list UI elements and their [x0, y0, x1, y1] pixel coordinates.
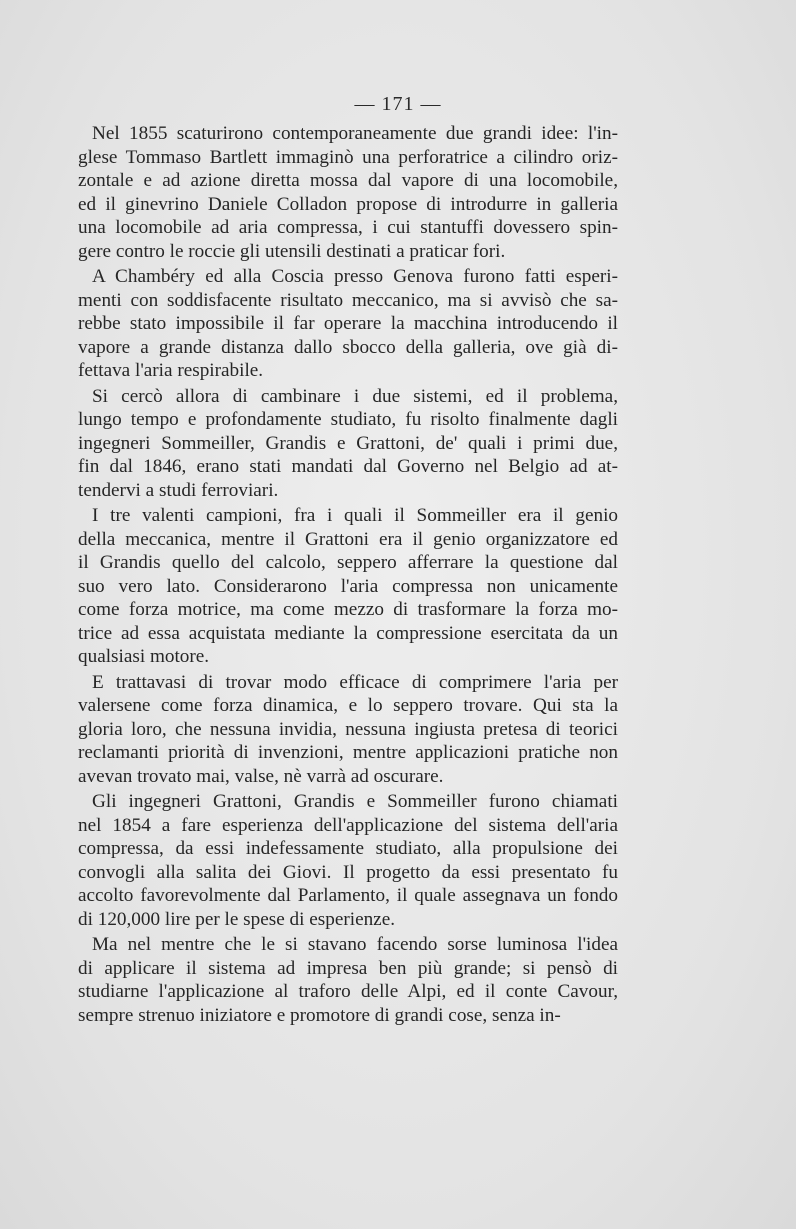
paragraph: [78, 265, 618, 383]
text-line: ed il ginevrino Daniele Colladon propose di introdurre in galleria: [78, 193, 618, 215]
paragraph: [78, 385, 618, 503]
body-text: [78, 122, 618, 1027]
text-line: studiarne l'applicazione al traforo delle Alpi, ed il conte Cavour,: [78, 981, 618, 1002]
text-line: accolto favorevolmente dal Parlamento, il quale assegnava un fondo: [78, 885, 618, 906]
text-line: A Chambéry ed alla Coscia presso Genova furono fatti esperi-: [92, 266, 618, 287]
text-line: come forza motrice, ma come mezzo di trasformare la forza mo-: [78, 599, 618, 620]
text-line: gloria loro, che nessuna invidia, nessuna ingiusta pretesa di teorici: [78, 718, 618, 740]
text-line: di 120,000 lire per le spese di esperienze.: [78, 908, 396, 930]
paragraph: [78, 504, 618, 669]
text-line: suo vero lato. Considerarono l'aria compressa non unicamente: [78, 575, 618, 597]
text-line: sempre strenuo iniziatore e promotore di grandi cose, senza in-: [78, 1004, 561, 1026]
paragraph: [78, 933, 618, 1027]
page-number: — 171 —: [354, 93, 442, 115]
text-line: ingegneri Sommeiller, Grandis e Grattoni, de' quali i primi due,: [78, 432, 618, 454]
text-line: Gli ingegneri Grattoni, Grandis e Sommeiller furono chiamati: [92, 791, 618, 812]
text-line: rebbe stato impossibile il far operare la macchina introducendo il: [78, 313, 618, 334]
text-line: tendervi a studi ferroviari.: [78, 479, 279, 501]
text-line: una locomobile ad aria compressa, i cui stantuffi dovessero spin-: [78, 217, 618, 238]
text-line: reclamanti priorità di invenzioni, mentre applicazioni pratiche non: [78, 742, 618, 763]
text-line: della meccanica, mentre il Grattoni era il genio organizzatore ed: [78, 528, 618, 550]
paragraph: [78, 790, 618, 931]
text-line: fettava l'aria respirabile.: [78, 360, 264, 381]
text-line: di applicare il sistema ad impresa ben più grande; si pensò di: [78, 957, 618, 979]
text-line: E trattavasi di trovar modo efficace di comprimere l'aria per: [92, 671, 618, 693]
text-line: Nel 1855 scaturirono contemporaneamente due grandi idee: l'in-: [92, 123, 618, 144]
text-line: Si cercò allora di cambinare i due sistemi, ed il problema,: [92, 385, 618, 407]
text-line: valersene come forza dinamica, e lo seppero trovare. Qui sta la: [78, 695, 618, 716]
text-line: trice ad essa acquistata mediante la compressione esercitata da un: [78, 622, 618, 644]
text-line: lungo tempo e profondamente studiato, fu risolto finalmente dagli: [78, 409, 618, 430]
text-line: compressa, da essi indefessamente studiato, alla propulsione dei: [78, 838, 618, 859]
paragraph: [78, 122, 618, 263]
text-line: fin dal 1846, erano stati mandati dal Governo nel Belgio ad at-: [78, 456, 618, 477]
text-line: menti con soddisfacente risultato meccanico, ma si avvisò che sa-: [78, 289, 618, 311]
text-line: convogli alla salita dei Giovi. Il progetto da essi presentato fu: [78, 861, 618, 883]
text-line: avevan trovato mai, valse, nè varrà ad oscurare.: [78, 765, 444, 787]
text-line: qualsiasi motore.: [78, 646, 210, 667]
text-line: glese Tommaso Bartlett immaginò una perforatrice a cilindro oriz-: [78, 146, 618, 168]
text-line: Ma nel mentre che le si stavano facendo sorse luminosa l'idea: [92, 934, 618, 955]
text-line: I tre valenti campioni, fra i quali il Sommeiller era il genio: [92, 505, 618, 526]
text-line: il Grandis quello del calcolo, seppero afferrare la questione dal: [78, 552, 618, 573]
text-line: gere contro le roccie gli utensili destinati a praticar fori.: [78, 240, 506, 262]
text-line: vapore a grande distanza dallo sbocco della galleria, ove già di-: [78, 336, 618, 358]
text-line: zontale e ad azione diretta mossa dal vapore di una locomobile,: [78, 170, 618, 191]
paragraph: [78, 671, 618, 789]
text-line: nel 1854 a fare esperienza dell'applicazione del sistema dell'aria: [78, 814, 618, 836]
